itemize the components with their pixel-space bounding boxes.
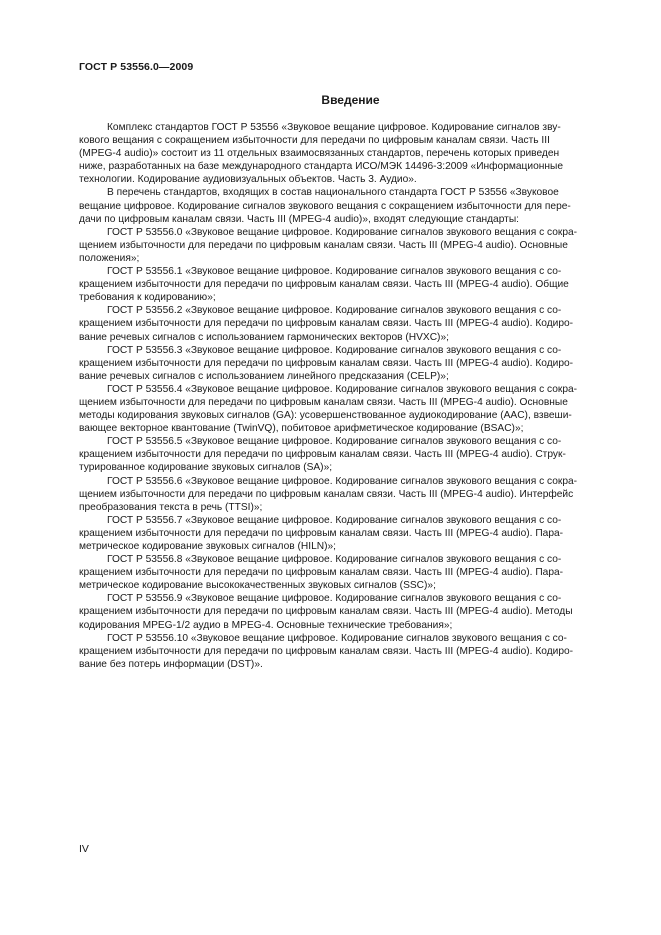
- standard-item-7: ГОСТ Р 53556.7 «Звуковое вещание цифровое. Кодирование сигналов звукового вещания с со- кращением избыточности для передачи по цифровым каналам связи. Часть III (MPEG-4 audio). Пара- метрическое кодирование звуковых сигналов (HILN)»;: [79, 514, 564, 552]
- page-number: IV: [79, 843, 89, 855]
- section-title: Введение: [321, 93, 380, 107]
- standard-item-3: ГОСТ Р 53556.3 «Звуковое вещание цифровое. Кодирование сигналов звукового вещания с со- кращением избыточности для передачи по цифровым каналам связи. Часть III (MPEG-4 audio). Кодиро- вание речевых сигналов с использованием линейного предсказания (CELP)»;: [79, 344, 574, 382]
- standard-item-8: ГОСТ Р 53556.8 «Звуковое вещание цифровое. Кодирование сигналов звукового вещания с со- кращением избыточности для передачи по цифровым каналам связи. Часть III (MPEG-4 audio). Пара- метрическое кодирование высококачественных звуковых сигналов (SSC)»;: [79, 554, 564, 592]
- standard-item-4: ГОСТ Р 53556.4 «Звуковое вещание цифровое. Кодирование сигналов звукового вещания с сокра- щением избыточности для передачи по цифровым каналам связи. Часть III (MPEG-4 audio). Основные методы кодирования звуковых сигналов (GA): усовершенствованное аудиокодирование (AAC), взвеши- вающее векторное квантование (TwinVQ), побитовое арифметическое кодирование (BSAC)»;: [79, 383, 578, 435]
- standard-item-6: ГОСТ Р 53556.6 «Звуковое вещание цифровое. Кодирование сигналов звукового вещания с сокра- щением избыточности для передачи по цифровым каналам связи. Часть III (MPEG-4 audio). Интерфейс преобразования текста в речь (TTSI)»;: [79, 475, 578, 513]
- paragraph-intro: Комплекс стандартов ГОСТ Р 53556 «Звуковое вещание цифровое. Кодирование сигналов зву- кового вещания с сокращением избыточности для передачи по цифровым каналам связи. Часть III (MPEG-4 audio)» состоит из 11 отдельных взаимосвязанных стандартов, перечень которых приведен ниже, разработанных на базе международного стандарта ИСО/МЭК 14496-3:2009 «Информационные технологии. Кодирование аудиовизуальных объектов. Часть 3. Аудио».: [79, 122, 563, 186]
- standard-item-5: ГОСТ Р 53556.5 «Звуковое вещание цифровое. Кодирование сигналов звукового вещания с со- кращением избыточности для передачи по цифровым каналам связи. Часть III (MPEG-4 audio). Струк- турированное кодирование звуковых сигналов (SA)»;: [79, 436, 566, 474]
- standard-item-10: ГОСТ Р 53556.10 «Звуковое вещание цифровое. Кодирование сигналов звукового вещания с со- кращением избыточности для передачи по цифровым каналам связи. Часть III (MPEG-4 audio). Кодиро- вание без потерь информации (DST)».: [79, 632, 574, 670]
- standard-item-2: ГОСТ Р 53556.2 «Звуковое вещание цифровое. Кодирование сигналов звукового вещания с со- кращением избыточности для передачи по цифровым каналам связи. Часть III (MPEG-4 audio). Кодиро- вание речевых сигналов с использованием гармонических векторов (HVXC)»;: [79, 305, 574, 343]
- standard-item-0: ГОСТ Р 53556.0 «Звуковое вещание цифровое. Кодирование сигналов звукового вещания с сокра- щением избыточности для передачи по цифровым каналам связи. Часть III (MPEG-4 audio). Основные положения»;: [79, 226, 578, 264]
- document-header: ГОСТ Р 53556.0—2009: [79, 61, 194, 73]
- document-body: [79, 121, 586, 671]
- standard-item-9: ГОСТ Р 53556.9 «Звуковое вещание цифровое. Кодирование сигналов звукового вещания с со- кращением избыточности для передачи по цифровым каналам связи. Часть III (MPEG-4 audio). Методы кодирования MPEG-1/2 аудио в MPEG-4. Основные технические требования»;: [79, 593, 573, 631]
- paragraph-list-intro: В перечень стандартов, входящих в состав национального стандарта ГОСТ Р 53556 «Звуковое вещание цифровое. Кодирование сигналов звукового вещания с сокращением избыточности для пере- дачи по цифровым каналам связи. Часть III (MPEG-4 audio)», входят следующие стандарты:: [79, 187, 571, 225]
- standard-item-1: ГОСТ Р 53556.1 «Звуковое вещание цифровое. Кодирование сигналов звукового вещания с со- кращением избыточности для передачи по цифровым каналам связи. Часть III (MPEG-4 audio). Общие требования к кодированию»;: [79, 266, 569, 304]
